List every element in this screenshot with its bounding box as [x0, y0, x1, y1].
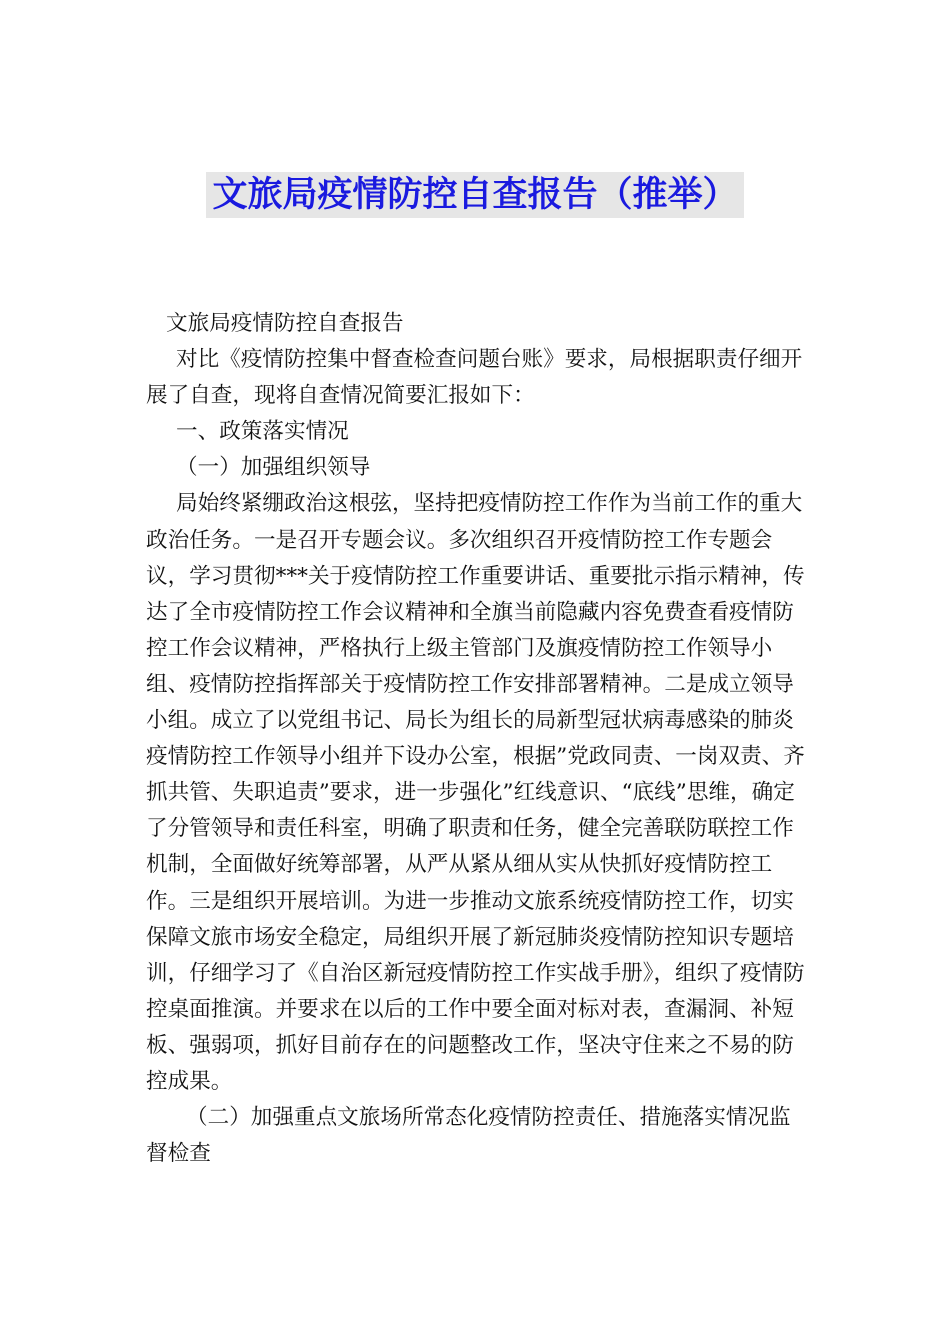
document-body [146, 306, 806, 1172]
section-heading-1: 一、政策落实情况 [176, 419, 349, 445]
subsection-heading-1: （一）加强组织领导 [176, 455, 371, 481]
title-container [0, 172, 950, 218]
body-paragraph-1: 局始终紧绷政治这根弦，坚持把疫情防控工作作为当前工作的重大政治任务。一是召开专题会议。多次组织召开疫情防控工作专题会议，学习贯彻***关于疫情防控工作重要讲话、重要批示指示精神，传达了全市疫情防控工作会议精神和全旗当前隐藏内容免费查看疫情防控工作会议精神，严格执行上级主管部门及旗疫情防控工作领导小组、疫情防控指挥部关于疫情防控工作安排部署精神。二是成立领导小组。成立了以党组书记、局长为组长的局新型冠状病毒感染的肺炎疫情防控工作领导小组并下设办公室，根据”党政同责、一岗双责、齐抓共管、失职追责”要求，进一步强化”红线意识、“底线”思维，确定了分管领导和责任科室，明确了职责和任务，健全完善联防联控工作机制，全面做好统筹部署，从严从紧从细从实从快抓好疫情防控工作。三是组织开展培训。为进一步推动文旅系统疫情防控工作，切实保障文旅市场安全稳定，局组织开展了新冠肺炎疫情防控知识专题培训，仔细学习了《自治区新冠疫情防控工作实战手册》，组织了疫情防控桌面推演。并要求在以后的工作中要全面对标对表，查漏洞、补短板、强弱项，抓好目前存在的问题整改工作，坚决守住来之不易的防控成果。 [146, 491, 805, 1094]
intro-paragraph: 对比《疫情防控集中督查检查问题台账》要求，局根据职责仔细开展了自查，现将自查情况简要汇报如下： [146, 347, 803, 409]
document-title: 文旅局疫情防控自查报告（推举） [206, 172, 743, 218]
subsection-heading-2: （二）加强重点文旅场所常态化疫情防控责任、措施落实情况监督检查 [146, 1105, 791, 1167]
report-subtitle: 文旅局疫情防控自查报告 [166, 311, 404, 336]
